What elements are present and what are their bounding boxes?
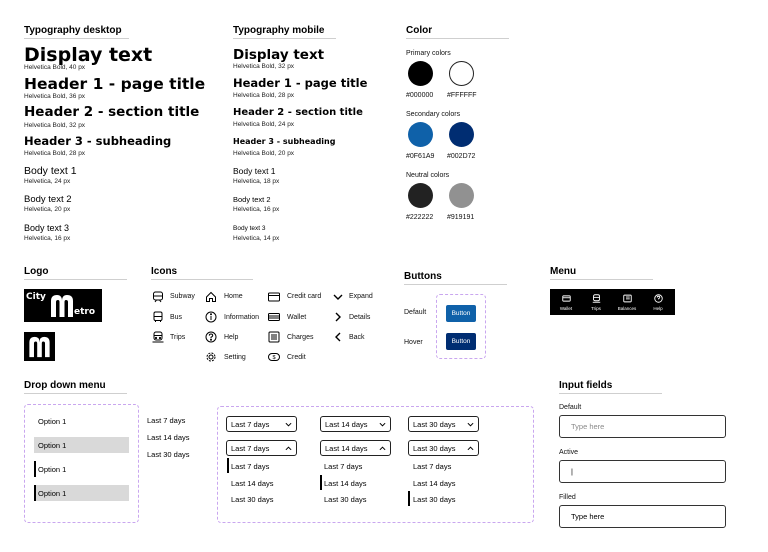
chevron-down-icon — [379, 421, 386, 428]
list-item[interactable]: Last 7 days — [147, 416, 186, 425]
input-default-label: Default — [559, 404, 582, 411]
logo-title: Logo — [24, 266, 49, 277]
swatch-gray — [449, 183, 474, 208]
mobile-body3-spec: Helvetica, 14 px — [233, 235, 280, 242]
credit-card-icon — [268, 291, 280, 303]
back-label: Back — [349, 334, 365, 341]
option-selected-hover[interactable]: Option 1 — [38, 489, 67, 498]
button-default-label: Default — [404, 309, 427, 316]
swatch-dark-gray-label: #222222 — [406, 214, 434, 221]
desktop-body1-sample: Body text 1 — [24, 165, 77, 177]
bottom-menu-bar — [550, 289, 675, 315]
secondary-colors-label: Secondary colors — [406, 111, 461, 118]
swatch-white-label: #FFFFFF — [447, 92, 477, 99]
typography-desktop-title: Typography desktop — [24, 25, 122, 36]
menu-item-wallet[interactable] — [551, 289, 581, 315]
desktop-display-spec: Helvetica Bold, 40 px — [24, 64, 86, 71]
icons-title: Icons — [151, 266, 178, 277]
chevron-left-icon — [332, 331, 344, 343]
chevron-up-icon — [467, 445, 474, 452]
setting-icon — [205, 351, 217, 363]
dropdown-option[interactable]: Last 7 days — [324, 462, 363, 471]
wallet-label: Wallet — [287, 314, 307, 321]
menu-item-label: Wallet — [559, 306, 573, 311]
swatch-navy-label: #002D72 — [447, 153, 476, 160]
option-selected[interactable]: Option 1 — [38, 465, 67, 474]
input-filled-label: Filled — [559, 494, 576, 501]
credit-card-label: Credit card — [287, 293, 322, 300]
menu-title: Menu — [550, 266, 577, 277]
city-metro-logo: City etro — [24, 289, 102, 322]
divider — [24, 38, 129, 39]
swatch-dark-gray — [408, 183, 433, 208]
mobile-body1-spec: Helvetica, 18 px — [233, 178, 280, 185]
divider — [233, 38, 336, 39]
home-label: Home — [224, 293, 243, 300]
desktop-h1-sample: Header 1 - page title — [24, 75, 206, 93]
mobile-h2-spec: Helvetica Bold, 24 px — [233, 121, 295, 128]
swatch-white — [449, 61, 474, 86]
desktop-h2-spec: Helvetica Bold, 32 px — [24, 122, 86, 129]
balances-icon — [623, 294, 632, 303]
charges-icon — [268, 331, 280, 343]
details-label: Details — [349, 314, 371, 321]
swatch-black-label: #000000 — [406, 92, 434, 99]
dropdown-option[interactable]: Last 14 days — [231, 479, 274, 488]
mobile-body2-sample: Body text 2 — [233, 195, 271, 204]
mobile-body3-sample: Body text 3 — [233, 225, 266, 232]
divider — [404, 284, 507, 285]
credit-icon — [268, 351, 280, 363]
button-default[interactable]: Button — [446, 305, 476, 322]
chevron-down-icon — [285, 421, 292, 428]
swatch-navy — [449, 122, 474, 147]
typography-mobile-title: Typography mobile — [233, 25, 325, 36]
mobile-h2-sample: Header 2 - section title — [233, 107, 363, 118]
home-icon — [205, 291, 217, 303]
mobile-body2-spec: Helvetica, 16 px — [233, 206, 280, 213]
chevron-up-icon — [285, 445, 292, 452]
trips-icon — [152, 331, 164, 343]
option-hover[interactable]: Option 1 — [38, 441, 67, 450]
mobile-body1-sample: Body text 1 — [233, 166, 276, 176]
primary-colors-label: Primary colors — [406, 50, 451, 57]
desktop-body3-spec: Helvetica, 16 px — [24, 235, 71, 242]
desktop-h3-spec: Helvetica Bold, 28 px — [24, 150, 86, 157]
dropdown-option[interactable]: Last 30 days — [324, 495, 367, 504]
information-label: Information — [224, 314, 260, 321]
desktop-body2-sample: Body text 2 — [24, 194, 72, 205]
help-icon — [654, 294, 663, 303]
dropdown-option[interactable]: Last 14 days — [413, 479, 456, 488]
option-selected-marker — [34, 485, 36, 501]
selected-marker — [227, 458, 229, 473]
list-item[interactable]: Last 14 days — [147, 433, 190, 442]
wallet-icon — [562, 294, 571, 303]
dropdown-option[interactable]: Last 7 days — [231, 462, 270, 471]
menu-item-label: Help — [653, 306, 663, 311]
swatch-black — [408, 61, 433, 86]
mobile-h3-spec: Helvetica Bold, 20 px — [233, 150, 295, 157]
swatch-blue-label: #0F61A9 — [406, 153, 435, 160]
desktop-display-sample: Display text — [24, 44, 153, 66]
desktop-h1-spec: Helvetica Bold, 36 px — [24, 93, 86, 100]
dropdown-closed[interactable]: Last 7 days — [226, 416, 297, 432]
color-title: Color — [406, 25, 433, 36]
dropdown-option[interactable]: Last 30 days — [413, 495, 456, 504]
divider — [24, 279, 127, 280]
mobile-h1-sample: Header 1 - page title — [233, 76, 368, 90]
desktop-h3-sample: Header 3 - subheading — [24, 134, 172, 148]
bus-icon — [152, 311, 164, 323]
neutral-colors-label: Neutral colors — [406, 172, 450, 179]
mobile-display-sample: Display text — [233, 47, 325, 63]
dropdown-option[interactable]: Last 30 days — [231, 495, 274, 504]
dropdown-title: Drop down menu — [24, 380, 106, 391]
menu-item-label: Trips — [591, 306, 601, 311]
buttons-title: Buttons — [404, 271, 442, 282]
chevron-down-icon — [332, 291, 344, 303]
mobile-h3-sample: Header 3 - subheading — [233, 137, 336, 146]
divider — [151, 279, 253, 280]
menu-item-label: Balances — [617, 306, 637, 311]
metro-logo-mark — [24, 332, 55, 361]
divider — [559, 393, 662, 394]
dropdown-closed[interactable]: Last 14 days — [320, 416, 391, 432]
svg-text:$: $ — [272, 355, 276, 362]
dropdown-closed[interactable]: Last 30 days — [408, 416, 479, 432]
input-filled[interactable]: Type here — [559, 505, 726, 528]
input-default[interactable]: Type here — [559, 415, 726, 438]
menu-item-help[interactable] — [643, 289, 673, 315]
swatch-gray-label: #919191 — [447, 214, 475, 221]
dropdown-open[interactable]: Last 7 days — [226, 440, 297, 456]
input-active[interactable]: | — [559, 460, 726, 483]
desktop-body2-spec: Helvetica, 20 px — [24, 206, 71, 213]
desktop-body3-sample: Body text 3 — [24, 223, 70, 233]
divider — [406, 38, 509, 39]
mobile-h1-spec: Helvetica Bold, 28 px — [233, 92, 295, 99]
selected-marker — [320, 475, 322, 490]
credit-label: Credit — [287, 354, 306, 361]
dropdown-open[interactable]: Last 14 days — [320, 440, 391, 456]
option-selected-marker — [34, 461, 36, 477]
chevron-down-icon — [467, 421, 474, 428]
button-hover-label: Hover — [404, 339, 423, 346]
trips-icon — [592, 294, 601, 303]
chevron-right-icon — [332, 311, 344, 323]
dropdown-option[interactable]: Last 7 days — [413, 462, 452, 471]
option-default[interactable]: Option 1 — [38, 417, 67, 426]
input-active-label: Active — [559, 449, 579, 456]
information-icon — [205, 311, 217, 323]
divider — [550, 279, 653, 280]
setting-label: Setting — [224, 354, 246, 361]
button-hover[interactable]: Button — [446, 333, 476, 350]
charges-label: Charges — [287, 334, 314, 341]
menu-item-balances[interactable] — [612, 289, 642, 315]
help-icon — [205, 331, 217, 343]
desktop-body1-spec: Helvetica, 24 px — [24, 178, 71, 185]
help-label: Help — [224, 334, 239, 341]
subway-icon — [152, 291, 164, 303]
swatch-blue — [408, 122, 433, 147]
list-item[interactable]: Last 30 days — [147, 450, 190, 459]
divider — [24, 393, 127, 394]
wallet-icon — [268, 311, 280, 323]
mobile-display-spec: Helvetica Bold, 32 px — [233, 63, 295, 70]
subway-label: Subway — [170, 293, 195, 300]
selected-marker — [408, 491, 410, 506]
menu-item-trips[interactable] — [581, 289, 611, 315]
bus-label: Bus — [170, 314, 183, 321]
dropdown-open[interactable]: Last 30 days — [408, 440, 479, 456]
trips-label: Trips — [170, 334, 186, 341]
expand-label: Expand — [349, 293, 373, 300]
desktop-h2-sample: Header 2 - section title — [24, 104, 200, 120]
dropdown-option[interactable]: Last 14 days — [324, 479, 367, 488]
input-fields-title: Input fields — [559, 380, 613, 391]
chevron-up-icon — [379, 445, 386, 452]
